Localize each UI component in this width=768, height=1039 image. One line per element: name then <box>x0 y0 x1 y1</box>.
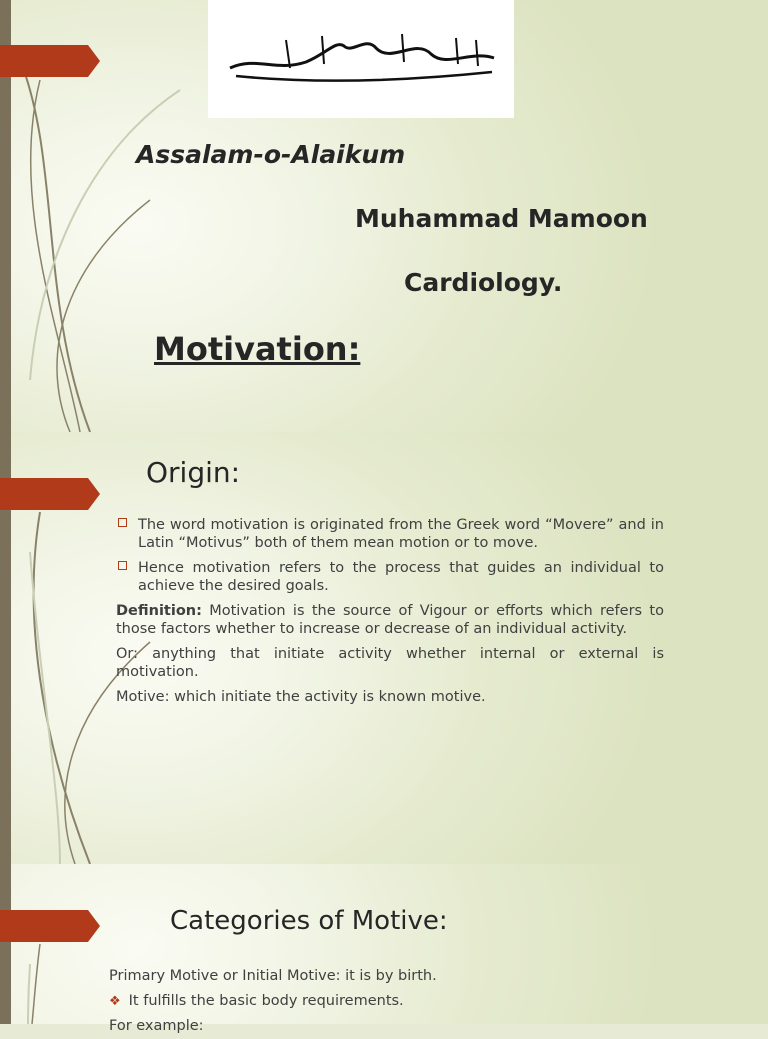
greeting-text: Assalam-o-Alaikum <box>136 140 406 169</box>
definition-paragraph: Definition: Motivation is the source of Vigour or efforts which refers to those factors whether to increase or decrease of an individual activity. <box>116 603 664 637</box>
slide-categories <box>0 864 768 1034</box>
or-line: Or: anything that initiate activity whether internal or external is motivation. <box>116 646 664 680</box>
slide-origin <box>0 432 768 864</box>
motive-line: Motive: which initiate the activity is known motive. <box>116 689 486 705</box>
red-arrow-tab <box>0 478 100 510</box>
svg-text:بسم الله الرحمن الرحیم: بسم الله الرحمن الرحیم <box>226 28 237 29</box>
slide-body <box>109 964 437 1039</box>
list-item: Hence motivation refers to the process that guides an individual to achieve the desired goals. <box>116 559 664 595</box>
diamond-bullet-icon: ❖ <box>109 994 121 1009</box>
calligraphy-box <box>208 0 514 118</box>
slide-title <box>0 0 768 432</box>
red-arrow-tab <box>0 45 100 77</box>
slide-body <box>116 516 664 713</box>
slide-heading: Origin: <box>146 456 241 489</box>
definition-label: Definition: <box>116 603 202 619</box>
topic-title: Motivation: <box>154 330 361 368</box>
example-line: For example: <box>109 1018 204 1034</box>
primary-motive-line: Primary Motive or Initial Motive: it is by birth. <box>109 968 437 984</box>
square-bullet-icon <box>118 518 127 527</box>
presenter-name: Muhammad Mamoon <box>355 204 648 233</box>
slide-heading: Categories of Motive: <box>170 906 448 936</box>
calligraphy-logo <box>226 28 498 86</box>
list-item: The word motivation is originated from the Greek word “Movere” and in Latin “Motivus” both of them mean motion or to move. <box>116 516 664 552</box>
list-item: ❖ It fulfills the basic body requirements. <box>109 993 404 1009</box>
department-text: Cardiology. <box>404 268 563 297</box>
square-bullet-icon <box>118 561 127 570</box>
red-arrow-tab <box>0 910 100 942</box>
